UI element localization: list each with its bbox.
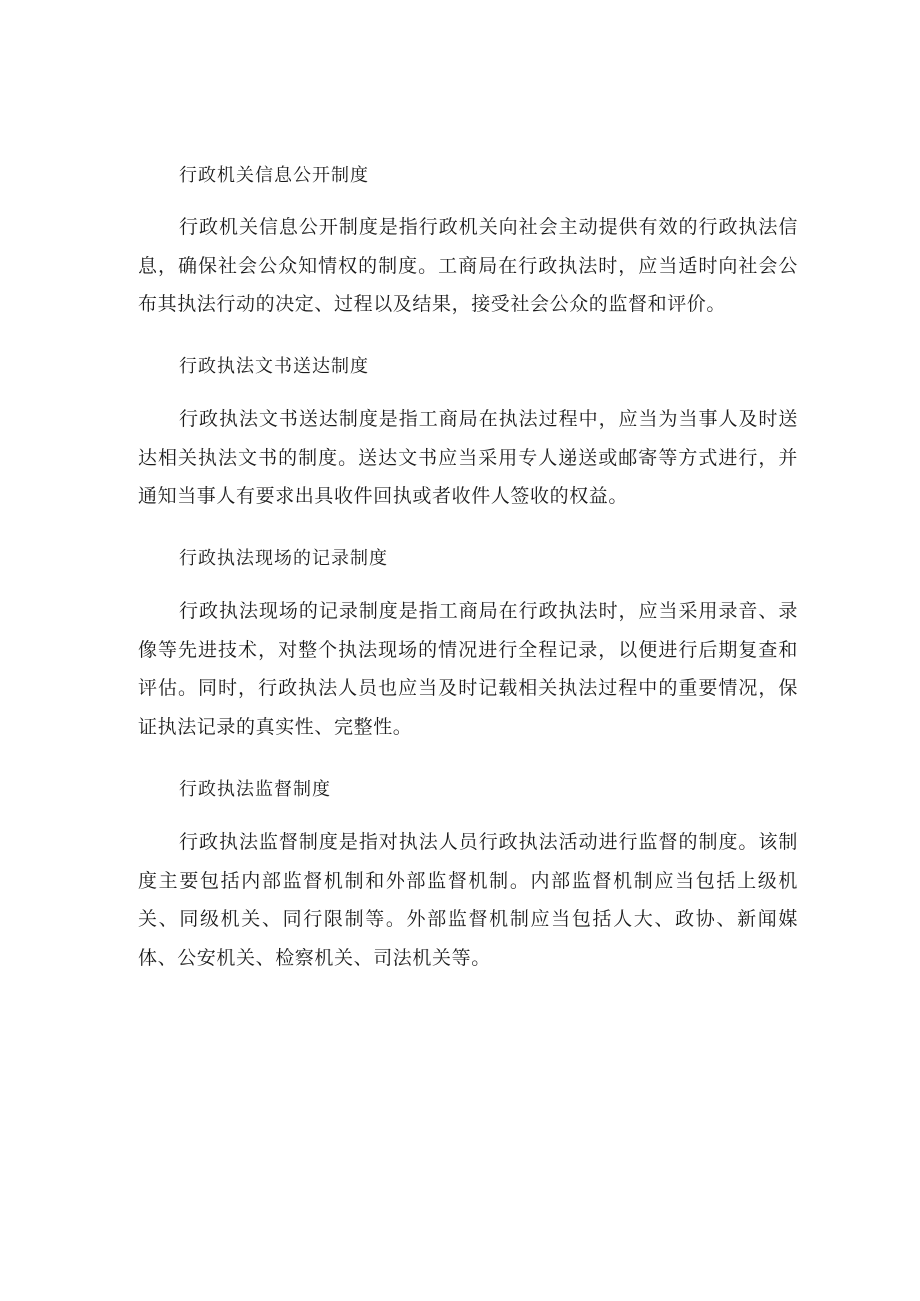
section-heading-onsite-recording: 行政执法现场的记录制度 <box>179 548 388 569</box>
section-heading-info-disclosure: 行政机关信息公开制度 <box>179 165 369 186</box>
section-heading-document-service: 行政执法文书送达制度 <box>179 356 369 377</box>
section-body-supervision: 行政执法监督制度是指对执法人员行政执法活动进行监督的制度。该制度主要包括内部监督机制和外部监督机制。内部监督机制应当包括上级机关、同级机关、同行限制等。外部监督机制应当包括人大、政协、新闻媒体、公安机关、检察机关、司法机关等。 <box>138 831 798 969</box>
section-body-onsite-recording: 行政执法现场的记录制度是指工商局在行政执法时，应当采用录音、录像等先进技术，对整个执法现场的情况进行全程记录，以便进行后期复查和评估。同时，行政执法人员也应当及时记载相关执法过程中的重要情况，保证执法记录的真实性、完整性。 <box>138 600 798 738</box>
section-heading-supervision: 行政执法监督制度 <box>179 779 331 800</box>
section-body-info-disclosure: 行政机关信息公开制度是指行政机关向社会主动提供有效的行政执法信息，确保社会公众知情权的制度。工商局在行政执法时，应当适时向社会公布其执法行动的决定、过程以及结果，接受社会公众的监督和评价。 <box>138 216 798 315</box>
section-body-document-service: 行政执法文书送达制度是指工商局在执法过程中，应当为当事人及时送达相关执法文书的制度。送达文书应当采用专人递送或邮寄等方式进行，并通知当事人有要求出具收件回执或者收件人签收的权益。 <box>138 408 798 507</box>
